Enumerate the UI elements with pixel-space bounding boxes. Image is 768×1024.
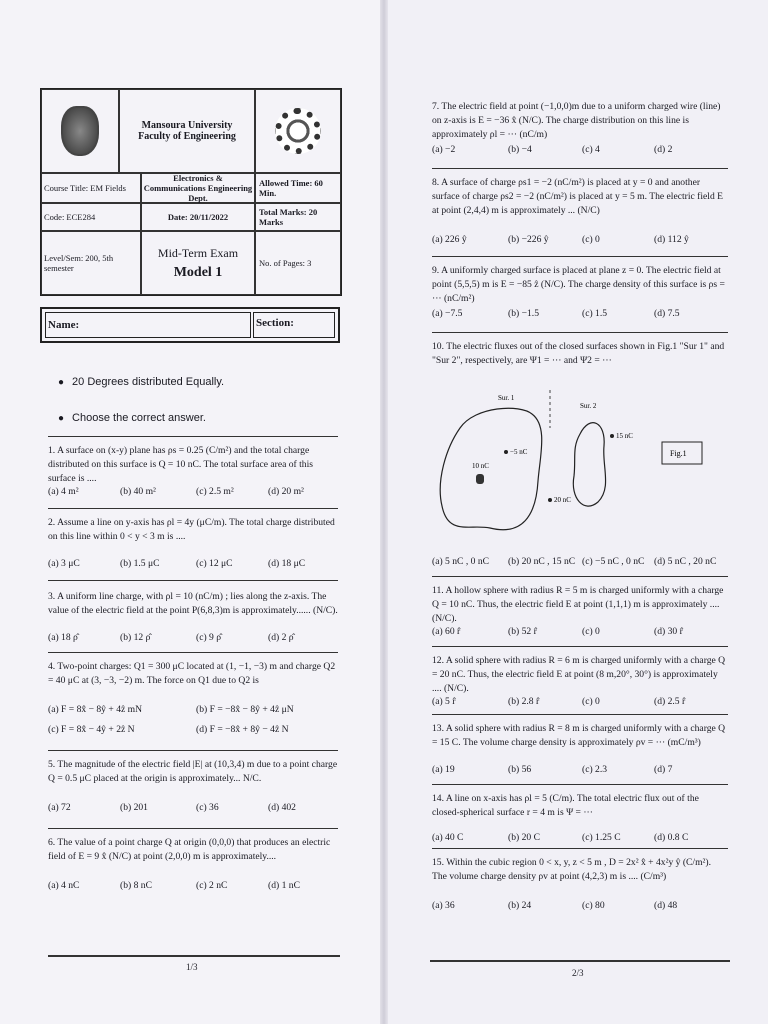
answer-option[interactable]: (d) 18 μC bbox=[268, 558, 306, 569]
options-questions_p1-3 bbox=[48, 632, 338, 646]
faculty-logo-cell bbox=[255, 89, 341, 173]
course-title: Course Title: EM Fields bbox=[41, 173, 141, 203]
answer-option[interactable]: (c) 0 bbox=[582, 234, 600, 245]
answer-option[interactable]: (b) −4 bbox=[508, 144, 532, 155]
options-questions_p2-3 bbox=[432, 308, 728, 322]
allowed-time: Allowed Time: 60 Min. bbox=[255, 173, 341, 203]
department: Electronics & Communications Engineering Dept. bbox=[141, 173, 255, 203]
answer-option[interactable]: (d) 30 r̂ bbox=[654, 626, 683, 637]
question-questions_p2-7: 13. A solid sphere with radius R = 8 m is charged uniformly with a charge Q = 15 C. The volume charge density is approximately ρv = ··· (mC/m³) bbox=[432, 723, 726, 748]
question-questions_p2-5: 11. A hollow sphere with radius R = 5 m is charged uniformly with a charge Q = 10 nC. Thus, the electric field E at point (1,1,1) m is approximately .... (N/C). bbox=[432, 585, 724, 624]
question-separator bbox=[432, 256, 728, 257]
answer-option[interactable]: (c) 1.25 C bbox=[582, 832, 621, 843]
book-spine bbox=[380, 0, 388, 1024]
figure-1-diagram bbox=[430, 386, 730, 546]
sur2-label: Sur. 2 bbox=[580, 402, 597, 410]
student-info-box bbox=[40, 307, 340, 343]
answer-option[interactable]: (c) 2.3 bbox=[582, 764, 608, 775]
question-questions_p2-9: 15. Within the cubic region 0 < x, y, z < 5 m , D = 2x² x̂ + 4x²y ŷ (C/m²). The volume charge density ρv at point (4,2,3) m is .... (C/m³) bbox=[432, 857, 712, 882]
surface-1-outline bbox=[440, 408, 542, 530]
options-questions_p2-9 bbox=[432, 900, 728, 914]
options-questions_p2-6 bbox=[432, 696, 728, 710]
answer-option[interactable]: (a) 60 r̂ bbox=[432, 626, 461, 637]
question-separator bbox=[48, 436, 338, 437]
question-questions_p2-2: 8. A surface of charge ρs1 = −2 (nC/m²) is placed at y = 0 and another surface of charge ρs2 = −2 (nC/m²) is placed at y = 5 m. The electric field E at point (2,4,4) m is approximately ... (N/C) bbox=[432, 177, 724, 216]
question-separator bbox=[48, 750, 338, 751]
answer-option[interactable]: (a) 4 m² bbox=[48, 486, 79, 497]
exam-model: Model 1 bbox=[173, 264, 223, 280]
level-semester: Level/Sem: 200, 5th semester bbox=[41, 231, 141, 295]
answer-option[interactable]: (a) F = 8x̂ − 8ŷ + 4ẑ mN bbox=[48, 704, 143, 715]
page1-number: 1/3 bbox=[186, 962, 198, 972]
options-questions_p2-5 bbox=[432, 626, 728, 640]
charge-10-label: 10 nC bbox=[472, 462, 489, 470]
options-questions_p1-5 bbox=[48, 802, 338, 816]
section-label: Section: bbox=[256, 317, 294, 329]
question-questions_p1-3: 3. A uniform line charge, with ρl = 10 (nC/m) ; lies along the z-axis. The value of the electric field at the point P(6,8,3)m is approximately...... (N/C). bbox=[48, 591, 338, 616]
page2-number: 2/3 bbox=[572, 968, 584, 978]
charge-15-label: 15 nC bbox=[616, 432, 633, 440]
question-questions_p2-1: 7. The electric field at point (−1,0,0)m due to a uniform charged wire (line) on z-axis is E = −36 x̂ (N/C). The charge distribution on this line is approximately ρl = ··· (nC/m) bbox=[432, 101, 721, 140]
answer-option[interactable]: (d) 5 nC , 20 nC bbox=[654, 556, 717, 567]
answer-option[interactable]: (d) 402 bbox=[268, 802, 296, 813]
number-of-pages: No. of Pages: 3 bbox=[255, 231, 341, 295]
options-questions_p2-8 bbox=[432, 832, 728, 846]
options-questions_p2-7 bbox=[432, 764, 728, 778]
answer-option[interactable]: (b) 24 bbox=[508, 900, 532, 911]
charge-minus5-label: −5 nC bbox=[510, 448, 528, 456]
charge-minus5-dot bbox=[504, 450, 508, 454]
exam-title-cell bbox=[141, 231, 255, 295]
answer-option[interactable]: (b) 2.8 r̂ bbox=[508, 696, 540, 707]
options-questions_p2-4 bbox=[432, 556, 728, 570]
question-questions_p2-3: 9. A uniformly charged surface is placed at plane z = 0. The electric field at point (5,5,5) m is E = −85 ẑ (N/C). The charge density of this surface is ρs = ··· (nC/m²) bbox=[432, 265, 725, 304]
answer-option[interactable]: (c) 12 μC bbox=[196, 558, 233, 569]
instruction-choose: ● Choose the correct answer. bbox=[58, 412, 206, 424]
exam-title: Mid-Term Exam bbox=[157, 245, 239, 260]
answer-option[interactable]: (a) 5 r̂ bbox=[432, 696, 456, 707]
answer-option[interactable]: (b) 8 nC bbox=[120, 880, 152, 891]
fig-label: Fig.1 bbox=[670, 449, 687, 458]
answer-option[interactable]: (d) 7.5 bbox=[654, 308, 680, 319]
name-label: Name: bbox=[48, 319, 80, 331]
charge-10-blob bbox=[476, 474, 484, 484]
answer-option[interactable]: (c) F = 8x̂ − 4ŷ + 2ẑ N bbox=[48, 724, 135, 735]
answer-option[interactable]: (d) 0.8 C bbox=[654, 832, 689, 843]
answer-option[interactable]: (b) −226 ŷ bbox=[508, 234, 549, 245]
answer-option[interactable]: (c) 2 nC bbox=[196, 880, 228, 891]
answer-option[interactable]: (d) 2 bbox=[654, 144, 673, 155]
answer-option[interactable]: (c) 0 bbox=[582, 626, 600, 637]
answer-option[interactable]: (d) 48 bbox=[654, 900, 678, 911]
answer-option[interactable]: (b) 40 m² bbox=[120, 486, 156, 497]
options-questions_p1-2 bbox=[48, 558, 338, 572]
question-separator bbox=[432, 168, 728, 169]
university-logo-cell bbox=[41, 89, 119, 173]
surface-2-outline bbox=[573, 423, 605, 506]
sur1-label: Sur. 1 bbox=[498, 394, 515, 402]
question-separator bbox=[432, 784, 728, 785]
page1-footer-line bbox=[48, 955, 340, 957]
answer-option[interactable]: (a) 3 μC bbox=[48, 558, 80, 569]
question-separator bbox=[432, 332, 728, 333]
question-separator bbox=[432, 714, 728, 715]
question-questions_p1-2: 2. Assume a line on y-axis has ρl = 4y (μC/m). The total charge distributed on this line within 0 < y < 3 m is .... bbox=[48, 517, 335, 542]
options-questions_p1-6 bbox=[48, 880, 338, 894]
answer-option[interactable]: (a) 40 C bbox=[432, 832, 464, 843]
answer-option[interactable]: (d) 112 ŷ bbox=[654, 234, 689, 245]
answer-option[interactable]: (a) 4 nC bbox=[48, 880, 80, 891]
answer-option[interactable]: (c) 36 bbox=[196, 802, 219, 813]
answer-option[interactable]: (a) 72 bbox=[48, 802, 71, 813]
name-field[interactable] bbox=[45, 312, 251, 338]
university-name: Mansoura University bbox=[141, 120, 233, 131]
instruction-degrees: ● 20 Degrees distributed Equally. bbox=[58, 376, 224, 388]
answer-option[interactable]: (c) 0 bbox=[582, 696, 600, 707]
answer-option[interactable]: (d) 7 bbox=[654, 764, 673, 775]
answer-option[interactable]: (c) 4 bbox=[582, 144, 600, 155]
answer-option[interactable]: (a) 19 bbox=[432, 764, 455, 775]
question-questions_p2-8: 14. A line on x-axis has ρl = 5 (C/m). The total electric flux out of the closed-spherical surface r = 4 m is Ψ = ··· bbox=[432, 793, 699, 818]
question-questions_p1-5: 5. The magnitude of the electric field |E| at (10,3,4) m due to a point charge Q = 0.5 μC placed at the origin is approximately... N/C. bbox=[48, 759, 338, 784]
answer-option[interactable]: (d) 2.5 r̂ bbox=[654, 696, 686, 707]
question-questions_p1-6: 6. The value of a point charge Q at origin (0,0,0) that produces an electric field of E = 9 x̂ (N/C) at point (2,0,0) m is approximately.... bbox=[48, 837, 331, 862]
answer-option[interactable]: (b) 20 C bbox=[508, 832, 540, 843]
answer-option[interactable]: (c) 1.5 bbox=[582, 308, 608, 319]
answer-option[interactable]: (a) −2 bbox=[432, 144, 456, 155]
options-questions_p2-1 bbox=[432, 144, 728, 158]
answer-option[interactable]: (c) 80 bbox=[582, 900, 605, 911]
answer-option[interactable]: (d) F = −8x̂ + 8ŷ − 4ẑ N bbox=[196, 724, 289, 735]
question-questions_p1-4: 4. Two-point charges: Q1 = 300 μC located at (1, −1, −3) m and charge Q2 = 40 μC at (3, −3, −2) m. The force on Q1 due to Q2 is bbox=[48, 661, 336, 686]
page2-footer-line bbox=[430, 960, 730, 962]
answer-option[interactable]: (c) −5 nC , 0 nC bbox=[582, 556, 645, 567]
exam-header-table bbox=[40, 88, 342, 296]
question-separator bbox=[48, 828, 338, 829]
question-separator bbox=[48, 508, 338, 509]
options-questions_p2-2 bbox=[432, 234, 728, 248]
exam-date: Date: 20/11/2022 bbox=[141, 203, 255, 231]
question-separator bbox=[432, 646, 728, 647]
answer-option[interactable]: (c) 9 ρ̂ bbox=[196, 632, 222, 643]
answer-option[interactable]: (a) 18 ρ̂ bbox=[48, 632, 78, 643]
answer-option[interactable]: (a) 226 ŷ bbox=[432, 234, 467, 245]
answer-option[interactable]: (b) 201 bbox=[120, 802, 148, 813]
charge-20-label: 20 nC bbox=[554, 496, 571, 504]
answer-option[interactable]: (d) 2 ρ̂ bbox=[268, 632, 294, 643]
university-logo-icon bbox=[61, 106, 99, 156]
options-questions_p1-4 bbox=[48, 704, 338, 735]
charge-15-dot bbox=[610, 434, 614, 438]
question-separator bbox=[48, 580, 338, 581]
question-separator bbox=[432, 576, 728, 577]
question-questions_p1-1: 1. A surface on (x-y) plane has ρs = 0.25 (C/m²) and the total charge distributed on this surface is Q = 10 nC. The total surface area of this surface is .... bbox=[48, 445, 313, 484]
answer-option[interactable]: (a) 36 bbox=[432, 900, 455, 911]
answer-option[interactable]: (b) 52 r̂ bbox=[508, 626, 537, 637]
university-name-cell bbox=[119, 89, 255, 173]
question-separator bbox=[432, 848, 728, 849]
answer-option[interactable]: (c) 2.5 m² bbox=[196, 486, 234, 497]
answer-option[interactable]: (a) 5 nC , 0 nC bbox=[432, 556, 490, 567]
question-questions_p2-6: 12. A solid sphere with radius R = 6 m is charged uniformly with a charge Q = 20 nC. Thus, the electric field E at point (8 m,20°, 30°) is approximately .... (N/C). bbox=[432, 655, 726, 694]
question-separator bbox=[48, 652, 338, 653]
section-field[interactable] bbox=[253, 312, 335, 338]
charge-20-dot bbox=[548, 498, 552, 502]
answer-option[interactable]: (b) −1.5 bbox=[508, 308, 539, 319]
options-questions_p1-1 bbox=[48, 486, 338, 500]
answer-option[interactable]: (b) 12 ρ̂ bbox=[120, 632, 151, 643]
answer-option[interactable]: (a) −7.5 bbox=[432, 308, 463, 319]
answer-option[interactable]: (b) 1.5 μC bbox=[120, 558, 160, 569]
answer-option[interactable]: (b) 56 bbox=[508, 764, 532, 775]
answer-option[interactable]: (d) 20 m² bbox=[268, 486, 304, 497]
total-marks: Total Marks: 20 Marks bbox=[255, 203, 341, 231]
faculty-gear-logo-icon bbox=[275, 108, 321, 154]
course-code: Code: ECE284 bbox=[41, 203, 141, 231]
answer-option[interactable]: (b) 20 nC , 15 nC bbox=[508, 556, 576, 567]
answer-option[interactable]: (d) 1 nC bbox=[268, 880, 300, 891]
answer-option[interactable]: (b) F = −8x̂ − 8ŷ + 4ẑ μN bbox=[196, 704, 294, 715]
question-questions_p2-4: 10. The electric fluxes out of the closed surfaces shown in Fig.1 "Sur 1" and "Sur 2", respectively, are Ψ1 = ··· and Ψ2 = ··· bbox=[432, 341, 725, 366]
faculty-name: Faculty of Engineering bbox=[138, 131, 236, 142]
